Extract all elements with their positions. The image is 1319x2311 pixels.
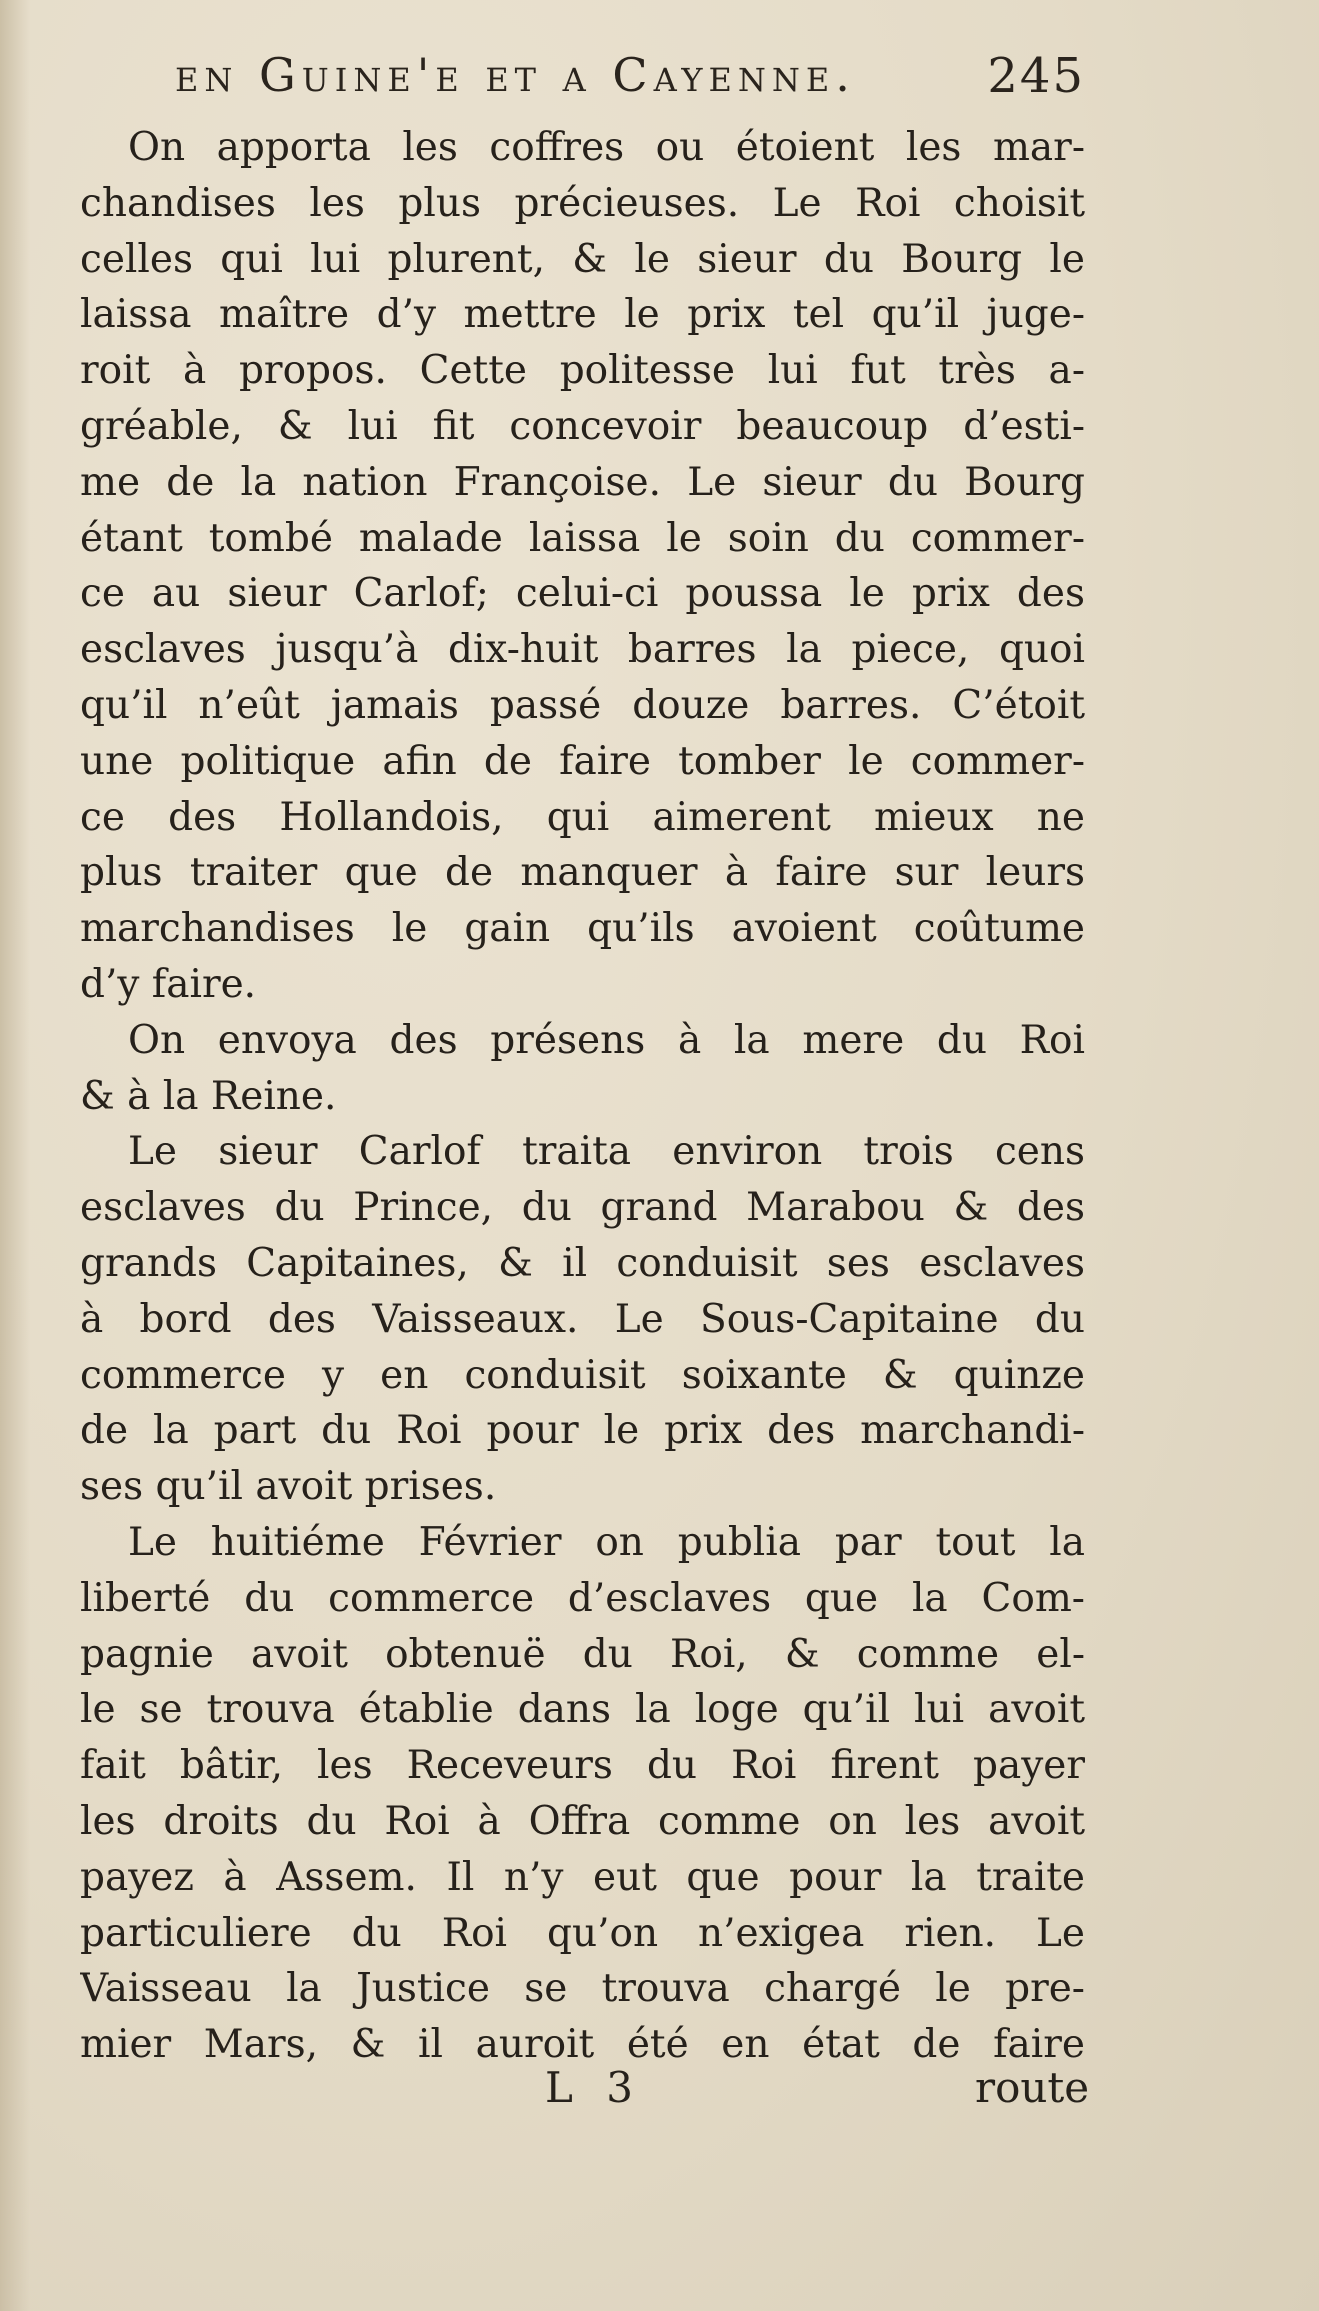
text-line: ses qu’il avoit prises.: [80, 1464, 497, 1510]
text-line: payez à Assem. Il n’y eut que pour la traite: [80, 1854, 1085, 1900]
text-line: mier Mars, & il auroit été en état de faire: [80, 2022, 1085, 2068]
text-line: marchandises le gain qu’ils avoient coûtume: [80, 906, 1085, 952]
text-line: esclaves du Prince, du grand Marabou & des: [80, 1185, 1085, 1231]
text-line: gréable, & lui fit concevoir beaucoup d’esti-: [80, 403, 1085, 449]
text-line: ce au sieur Carlof; celui-ci poussa le prix des: [80, 571, 1085, 617]
text-line: à bord des Vaisseaux. Le Sous-Capitaine du: [80, 1296, 1085, 1342]
text-line: une politique afin de faire tomber le commer-: [80, 738, 1085, 784]
text-line: les droits du Roi à Offra comme on les avoit: [80, 1798, 1085, 1844]
text-line: Le huitiéme Février on publia par tout la: [128, 1519, 1085, 1565]
text-line: me de la nation Françoise. Le sieur du Bourg: [80, 459, 1085, 505]
text-line: On envoya des présens à la mere du Roi: [128, 1017, 1085, 1063]
text-line: pagnie avoit obtenuë du Roi, & comme el-: [80, 1631, 1085, 1677]
page-footer: [0, 2063, 1319, 2123]
text-line: plus traiter que de manquer à faire sur leurs: [80, 850, 1085, 896]
text-line: commerce y en conduisit soixante & quinze: [80, 1352, 1085, 1398]
text-line: fait bâtir, les Receveurs du Roi firent payer: [80, 1743, 1085, 1789]
text-line: Le sieur Carlof traita environ trois cens: [128, 1129, 1085, 1175]
running-title: en Guine'e et a Cayenne.: [175, 48, 856, 102]
text-line: celles qui lui plurent, & le sieur du Bourg le: [80, 236, 1085, 282]
body-text: [80, 120, 1085, 2073]
text-line: laissa maître d’y mettre le prix tel qu’il juge-: [80, 292, 1085, 338]
catchword: route: [975, 2063, 1090, 2112]
text-line: qu’il n’eût jamais passé douze barres. C’étoit: [80, 682, 1085, 728]
text-line: chandises les plus précieuses. Le Roi choisit: [80, 180, 1085, 226]
text-line: esclaves jusqu’à dix-huit barres la piece, quoi: [80, 627, 1085, 673]
page-number: 245: [987, 48, 1085, 104]
text-line: d’y faire.: [80, 961, 257, 1007]
signature-mark: L 3: [545, 2063, 643, 2112]
page-header: [175, 48, 1085, 104]
text-line: étant tombé malade laissa le soin du commer-: [80, 515, 1085, 561]
text-line: On apporta les coffres ou étoient les mar-: [128, 125, 1085, 170]
text-line: grands Capitaines, & il conduisit ses esclaves: [80, 1240, 1085, 1286]
text-line: liberté du commerce d’esclaves que la Com-: [80, 1575, 1085, 1621]
text-line: le se trouva établie dans la loge qu’il lui avoit: [80, 1687, 1085, 1733]
text-line: & à la Reine.: [80, 1073, 337, 1119]
text-line: Vaisseau la Justice se trouva chargé le pre-: [80, 1966, 1085, 2012]
text-line: de la part du Roi pour le prix des marchandi-: [80, 1408, 1085, 1454]
text-line: roit à propos. Cette politesse lui fut très a-: [80, 348, 1085, 394]
text-line: ce des Hollandois, qui aimerent mieux ne: [80, 794, 1085, 840]
text-line: particuliere du Roi qu’on n’exigea rien. Le: [80, 1910, 1085, 1956]
